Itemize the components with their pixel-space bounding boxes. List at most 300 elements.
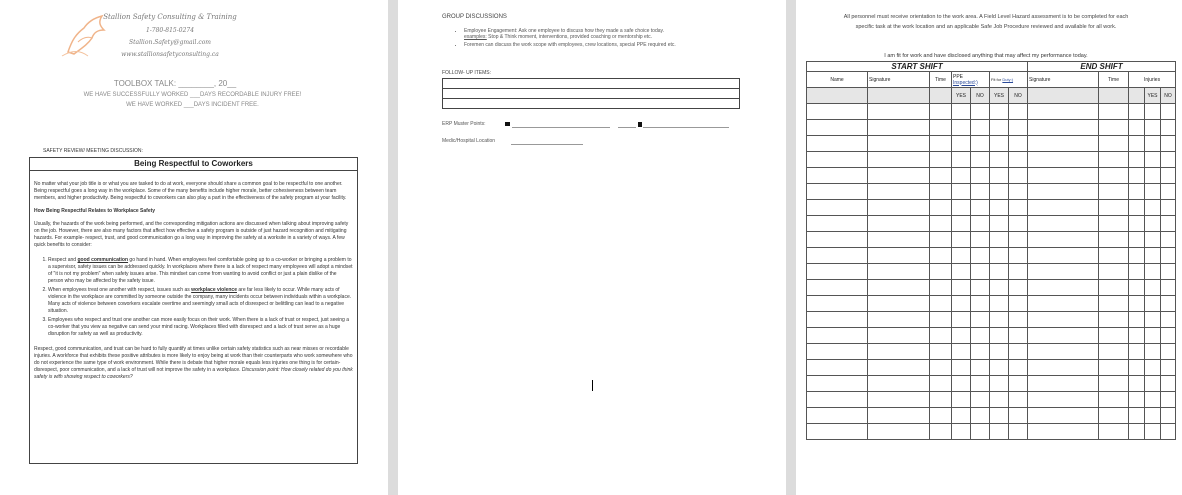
table-cell[interactable] <box>1129 312 1145 328</box>
table-cell[interactable] <box>1009 296 1028 312</box>
table-cell[interactable] <box>1009 168 1028 184</box>
table-cell[interactable] <box>1009 184 1028 200</box>
table-cell[interactable] <box>1099 168 1129 184</box>
table-cell[interactable] <box>1145 136 1161 152</box>
table-cell[interactable] <box>952 136 971 152</box>
table-cell[interactable] <box>1129 120 1145 136</box>
table-cell[interactable] <box>1129 136 1145 152</box>
table-cell[interactable] <box>1161 424 1176 440</box>
good-communication-link[interactable]: good communication <box>77 257 129 263</box>
table-cell[interactable] <box>807 232 868 248</box>
table-cell[interactable] <box>971 408 990 424</box>
table-cell[interactable] <box>1028 216 1099 232</box>
table-cell[interactable] <box>952 408 971 424</box>
table-row <box>807 152 1176 168</box>
table-cell[interactable] <box>868 392 930 408</box>
table-cell[interactable] <box>971 200 990 216</box>
table-cell[interactable] <box>990 184 1009 200</box>
table-cell[interactable] <box>1145 184 1161 200</box>
table-cell[interactable] <box>1009 136 1028 152</box>
meeting-discussion-label: SAFETY REVIEW/ MEETING DISCUSSION: <box>43 148 143 154</box>
table-cell[interactable] <box>1161 216 1176 232</box>
table-cell[interactable] <box>1129 424 1145 440</box>
table-cell[interactable] <box>868 232 930 248</box>
table-cell[interactable] <box>807 392 868 408</box>
table-cell[interactable] <box>990 168 1009 184</box>
table-cell[interactable] <box>1161 232 1176 248</box>
page-2 <box>398 0 786 495</box>
table-cell[interactable] <box>1028 360 1099 376</box>
table-cell[interactable] <box>1161 328 1176 344</box>
table-cell[interactable] <box>1129 216 1145 232</box>
table-cell[interactable] <box>807 376 868 392</box>
table-cell[interactable] <box>1129 168 1145 184</box>
table-cell[interactable] <box>1161 120 1176 136</box>
table-cell[interactable] <box>1099 136 1129 152</box>
table-cell[interactable] <box>1129 408 1145 424</box>
table-cell[interactable] <box>952 296 971 312</box>
table-cell[interactable] <box>1161 152 1176 168</box>
table-cell[interactable] <box>868 328 930 344</box>
table-cell[interactable] <box>1009 120 1028 136</box>
table-cell[interactable] <box>930 248 952 264</box>
table-cell[interactable] <box>1161 200 1176 216</box>
table-cell[interactable] <box>1028 168 1099 184</box>
table-cell[interactable] <box>952 392 971 408</box>
table-cell[interactable] <box>1028 232 1099 248</box>
table-cell[interactable] <box>930 184 952 200</box>
table-cell[interactable] <box>1099 184 1129 200</box>
table-cell[interactable] <box>1009 264 1028 280</box>
table-cell[interactable] <box>1161 184 1176 200</box>
table-cell[interactable] <box>990 328 1009 344</box>
table-cell[interactable] <box>1028 120 1099 136</box>
days-injury-free: WE HAVE SUCCESSFULLY WORKED ___DAYS RECORDABLE INJURY FREE! <box>83 92 302 98</box>
table-cell[interactable] <box>930 408 952 424</box>
muster-point-1-field[interactable] <box>512 127 610 128</box>
article-subheading: How Being Respectful Relates to Workplace Safety <box>34 208 156 214</box>
table-cell[interactable] <box>990 136 1009 152</box>
table-cell[interactable] <box>930 376 952 392</box>
table-cell[interactable] <box>868 184 930 200</box>
table-row <box>807 312 1176 328</box>
table-cell[interactable] <box>1028 424 1099 440</box>
table-cell[interactable] <box>1099 408 1129 424</box>
table-cell[interactable] <box>971 344 990 360</box>
table-cell[interactable] <box>1145 360 1161 376</box>
group-discussions-title: GROUP DISCUSSIONS <box>442 14 507 20</box>
table-cell[interactable] <box>1009 152 1028 168</box>
table-cell[interactable] <box>930 120 952 136</box>
table-cell[interactable] <box>1145 376 1161 392</box>
table-cell[interactable] <box>1028 184 1099 200</box>
table-cell[interactable] <box>1099 248 1129 264</box>
table-cell[interactable] <box>868 168 930 184</box>
col-ppe: PPE Inspected:) <box>952 72 990 88</box>
table-cell[interactable] <box>1028 280 1099 296</box>
table-cell[interactable] <box>952 104 971 120</box>
col-time: Time <box>930 72 952 88</box>
table-cell[interactable] <box>868 360 930 376</box>
table-cell[interactable] <box>930 344 952 360</box>
table-cell[interactable] <box>1145 344 1161 360</box>
table-cell[interactable] <box>971 312 990 328</box>
table-cell[interactable] <box>952 200 971 216</box>
table-cell[interactable] <box>930 392 952 408</box>
injuries-no: NO <box>1161 88 1176 104</box>
table-cell[interactable] <box>1099 216 1129 232</box>
table-cell[interactable] <box>868 248 930 264</box>
table-cell[interactable] <box>1099 280 1129 296</box>
table-cell[interactable] <box>1161 376 1176 392</box>
table-cell[interactable] <box>990 104 1009 120</box>
table-cell[interactable] <box>1129 344 1145 360</box>
table-row <box>807 136 1176 152</box>
table-cell[interactable] <box>1009 312 1028 328</box>
benefits-list <box>34 257 353 338</box>
table-cell[interactable] <box>1129 296 1145 312</box>
table-cell[interactable] <box>868 264 930 280</box>
table-cell[interactable] <box>868 136 930 152</box>
table-cell[interactable] <box>1099 392 1129 408</box>
table-cell[interactable] <box>1009 376 1028 392</box>
table-cell[interactable] <box>1009 328 1028 344</box>
table-cell[interactable] <box>807 280 868 296</box>
table-cell[interactable] <box>930 104 952 120</box>
medic-hospital-label: Medic/Hospital Location <box>442 138 496 144</box>
table-cell[interactable] <box>1145 408 1161 424</box>
table-cell[interactable] <box>1129 104 1145 120</box>
list-item: 2. When employees treat one another with respect, issues such as workplace violence are far less likely to occur. While many acts of violence in the workplace are committed by someone outside the company, many incidents occur between individuals within a workplace. Many acts of violence between coworkers escalate overtime and seemingly small acts of disrespect or belittling can lead to a negative situation. <box>48 287 353 315</box>
examples-link[interactable]: examples: <box>464 34 487 40</box>
table-cell[interactable] <box>868 280 930 296</box>
table-cell[interactable] <box>952 248 971 264</box>
table-cell[interactable] <box>1099 152 1129 168</box>
table-cell[interactable] <box>1161 344 1176 360</box>
table-cell[interactable] <box>1129 184 1145 200</box>
table-cell[interactable] <box>1145 248 1161 264</box>
table-cell[interactable] <box>1145 280 1161 296</box>
table-cell[interactable] <box>990 376 1009 392</box>
table-cell[interactable] <box>990 312 1009 328</box>
table-cell[interactable] <box>1145 296 1161 312</box>
sign-in-table <box>806 61 1176 440</box>
table-row <box>807 376 1176 392</box>
table-cell[interactable] <box>952 424 971 440</box>
table-cell[interactable] <box>1099 312 1129 328</box>
table-cell[interactable] <box>1099 200 1129 216</box>
table-cell[interactable] <box>971 264 990 280</box>
table-cell[interactable] <box>1028 248 1099 264</box>
table-row <box>807 104 1176 120</box>
table-cell[interactable] <box>952 328 971 344</box>
table-cell[interactable] <box>971 120 990 136</box>
table-cell[interactable] <box>1129 328 1145 344</box>
table-cell[interactable] <box>930 200 952 216</box>
table-cell[interactable] <box>1099 120 1129 136</box>
follow-up-label: FOLLOW- UP ITEMS: <box>442 70 491 76</box>
table-cell[interactable] <box>1145 392 1161 408</box>
table-cell[interactable] <box>1129 232 1145 248</box>
table-cell[interactable] <box>1028 312 1099 328</box>
article-paragraph-3: Respect, good communication, and trust can be hard to fully quantify at times unlike certain safety statistics such as near misses or recordable injuries. A workforce that exhibits these positive attributes is more likely to enjoy being at work than their counterparts who work somewhere who do not experience the same type of work environment. While there is debate that higher morale equals less injuries one thing is for certain- disrespect, poor communication, and a lack of trust will not improve the safety in a workplace. Discussion point: How closely related do you think safety is with showing respect to coworkers? <box>34 346 353 380</box>
table-cell[interactable] <box>1145 424 1161 440</box>
article-paragraph-2: Usually, the hazards of the work being performed, and the corresponding mitigation actions are discussed when talking about improving safety on the job. However, there are also many factors that affect how effective a safety program is outside of just hazard recognition and mitigating hazards. For example- respect, trust, and good communication go a long way in improving the safety at a worksite in a variety of ways. A few quick benefits to consider: <box>34 221 349 248</box>
table-cell[interactable] <box>1161 296 1176 312</box>
table-cell[interactable] <box>868 424 930 440</box>
table-cell[interactable] <box>971 296 990 312</box>
table-cell[interactable] <box>1129 200 1145 216</box>
table-cell[interactable] <box>971 376 990 392</box>
table-cell[interactable] <box>952 184 971 200</box>
table-cell[interactable] <box>990 408 1009 424</box>
medic-hospital-field[interactable] <box>511 144 583 145</box>
col-signature: Signature <box>868 72 930 88</box>
table-cell[interactable] <box>952 152 971 168</box>
table-cell[interactable] <box>1028 328 1099 344</box>
table-cell[interactable] <box>952 232 971 248</box>
table-cell[interactable] <box>930 216 952 232</box>
table-cell[interactable] <box>1145 232 1161 248</box>
table-cell[interactable] <box>990 280 1009 296</box>
table-cell[interactable] <box>807 264 868 280</box>
table-cell[interactable] <box>868 200 930 216</box>
table-cell[interactable] <box>807 344 868 360</box>
table-cell[interactable] <box>1129 360 1145 376</box>
table-cell[interactable] <box>971 232 990 248</box>
orientation-notice: All personnel must receive orientation to the work area. A Field Level Hazard assessment is to be completed for each specific task at the work location and an applicable Safe Job Procedure reviewed and available for all work. <box>843 14 1129 30</box>
table-cell[interactable] <box>952 168 971 184</box>
table-cell[interactable] <box>1028 376 1099 392</box>
table-cell[interactable] <box>1028 152 1099 168</box>
table-cell[interactable] <box>1161 264 1176 280</box>
table-cell[interactable] <box>1028 136 1099 152</box>
table-cell[interactable] <box>1099 376 1129 392</box>
table-row <box>807 280 1176 296</box>
table-cell[interactable] <box>868 312 930 328</box>
table-cell[interactable] <box>868 296 930 312</box>
table-cell[interactable] <box>930 152 952 168</box>
table-cell[interactable] <box>990 360 1009 376</box>
table-row <box>807 120 1176 136</box>
table-cell[interactable] <box>1099 104 1129 120</box>
table-cell[interactable] <box>930 264 952 280</box>
table-cell[interactable] <box>930 136 952 152</box>
discussion-point: Discussion point: How closely related do you think safety is with showing respect to coworkers? <box>34 367 353 380</box>
table-cell[interactable] <box>1129 376 1145 392</box>
table-cell[interactable] <box>1161 136 1176 152</box>
follow-up-box[interactable] <box>442 78 740 109</box>
table-cell[interactable] <box>971 248 990 264</box>
table-cell[interactable] <box>971 152 990 168</box>
table-cell[interactable] <box>971 184 990 200</box>
table-cell[interactable] <box>1009 280 1028 296</box>
fit-for-work-statement: I am fit for work and have disclosed anything that may affect my performance today. <box>884 53 1088 59</box>
table-cell[interactable] <box>868 216 930 232</box>
table-cell[interactable] <box>807 168 868 184</box>
table-cell[interactable] <box>1145 104 1161 120</box>
table-cell[interactable] <box>1028 392 1099 408</box>
table-cell[interactable] <box>1145 328 1161 344</box>
table-cell[interactable] <box>1161 360 1176 376</box>
table-cell[interactable] <box>807 296 868 312</box>
table-cell[interactable] <box>807 360 868 376</box>
table-cell[interactable] <box>1145 200 1161 216</box>
table-cell[interactable] <box>1009 344 1028 360</box>
table-cell[interactable] <box>807 216 868 232</box>
table-cell[interactable] <box>807 424 868 440</box>
table-cell[interactable] <box>1028 264 1099 280</box>
table-cell[interactable] <box>1145 312 1161 328</box>
table-cell[interactable] <box>990 264 1009 280</box>
table-cell[interactable] <box>952 344 971 360</box>
table-cell[interactable] <box>930 280 952 296</box>
table-cell[interactable] <box>1161 392 1176 408</box>
ppe-yes: YES <box>952 88 971 104</box>
muster-point-2-field[interactable] <box>643 127 729 128</box>
table-cell[interactable] <box>868 344 930 360</box>
muster-point-2-prefix-field[interactable] <box>618 127 636 128</box>
page-3 <box>796 0 1182 495</box>
table-cell[interactable] <box>990 216 1009 232</box>
table-cell[interactable] <box>807 120 868 136</box>
table-cell[interactable] <box>930 424 952 440</box>
table-cell[interactable] <box>990 200 1009 216</box>
table-cell[interactable] <box>930 312 952 328</box>
table-cell[interactable] <box>990 424 1009 440</box>
table-row <box>807 264 1176 280</box>
table-row <box>807 344 1176 360</box>
table-cell[interactable] <box>1099 232 1129 248</box>
table-cell[interactable] <box>1145 168 1161 184</box>
workplace-violence-link[interactable]: workplace violence <box>191 287 237 293</box>
table-cell[interactable] <box>1009 392 1028 408</box>
table-cell[interactable] <box>952 216 971 232</box>
table-cell[interactable] <box>952 312 971 328</box>
table-cell[interactable] <box>1099 328 1129 344</box>
list-item: • Employee Engagement: Ask one employee to discuss how they made a safe choice today. examples: Stop & Think moment, interventions, provided coaching or mentorship etc. <box>464 28 754 40</box>
table-cell[interactable] <box>990 248 1009 264</box>
table-cell[interactable] <box>971 392 990 408</box>
col-fit-for-duty: Fit for Duty:) <box>990 72 1028 88</box>
table-cell[interactable] <box>1145 216 1161 232</box>
table-cell[interactable] <box>1028 344 1099 360</box>
table-cell[interactable] <box>1129 392 1145 408</box>
table-cell[interactable] <box>1028 200 1099 216</box>
table-cell[interactable] <box>868 408 930 424</box>
table-cell[interactable] <box>952 120 971 136</box>
table-cell[interactable] <box>1099 264 1129 280</box>
table-cell[interactable] <box>1009 360 1028 376</box>
table-cell[interactable] <box>930 360 952 376</box>
table-cell[interactable] <box>1161 408 1176 424</box>
table-cell[interactable] <box>1009 104 1028 120</box>
table-cell[interactable] <box>807 184 868 200</box>
table-cell[interactable] <box>971 216 990 232</box>
table-cell[interactable] <box>1129 264 1145 280</box>
table-cell[interactable] <box>1099 344 1129 360</box>
table-cell[interactable] <box>1161 312 1176 328</box>
toolbox-talk-line: TOOLBOX TALK: ________, 20__ <box>113 79 237 88</box>
muster-marker-icon <box>505 122 510 126</box>
table-cell[interactable] <box>807 136 868 152</box>
table-cell[interactable] <box>952 360 971 376</box>
table-cell[interactable] <box>1129 248 1145 264</box>
table-cell[interactable] <box>807 200 868 216</box>
list-item: 1. Respect and good communication go hand in hand. When employees feel comfortable going up to a co-worker or bringing a problem to a supervisor, safety issues can be addressed quickly. In workplaces where there is a lack of respect many employees will adopt a mindset of "it is not my problem" when safety issues arise. This mindset can come from wanting to avoid conflict or just a plain dislike of the person who may be affected by the safety issue. <box>48 257 353 285</box>
article-box <box>29 157 358 464</box>
table-cell[interactable] <box>952 376 971 392</box>
table-cell[interactable] <box>1028 408 1099 424</box>
table-cell[interactable] <box>1009 232 1028 248</box>
table-cell[interactable] <box>868 120 930 136</box>
table-cell[interactable] <box>1028 296 1099 312</box>
col-time-2: Time <box>1099 72 1129 88</box>
list-item: • Foremen can discuss the work scope with employees, crew locations, special PPE required etc. <box>464 42 754 48</box>
table-cell[interactable] <box>990 344 1009 360</box>
table-cell[interactable] <box>952 264 971 280</box>
table-cell[interactable] <box>1009 200 1028 216</box>
table-cell[interactable] <box>1028 104 1099 120</box>
table-cell[interactable] <box>1099 296 1129 312</box>
table-cell[interactable] <box>930 168 952 184</box>
table-cell[interactable] <box>807 328 868 344</box>
table-cell[interactable] <box>1161 104 1176 120</box>
table-cell[interactable] <box>868 152 930 168</box>
table-cell[interactable] <box>990 120 1009 136</box>
table-cell[interactable] <box>1161 168 1176 184</box>
table-cell[interactable] <box>1009 216 1028 232</box>
table-cell[interactable] <box>807 104 868 120</box>
table-cell[interactable] <box>1099 360 1129 376</box>
table-cell[interactable] <box>971 360 990 376</box>
table-cell[interactable] <box>807 248 868 264</box>
table-row <box>807 168 1176 184</box>
table-cell[interactable] <box>1099 424 1129 440</box>
table-cell[interactable] <box>1161 248 1176 264</box>
table-cell[interactable] <box>971 424 990 440</box>
table-cell[interactable] <box>1009 424 1028 440</box>
table-cell[interactable] <box>952 280 971 296</box>
table-cell[interactable] <box>868 104 930 120</box>
table-cell[interactable] <box>990 392 1009 408</box>
table-cell[interactable] <box>1145 152 1161 168</box>
table-cell[interactable] <box>930 232 952 248</box>
list-item: 3. Employees who respect and trust one another can more easily focus on their work. When there is a lack of trust or respect, just seeing a co-worker that you view as negative can send your mind racing. Workplaces filled with disrespect and a lack of trust serve as a huge disruption for safety as well as productivity. <box>48 317 353 338</box>
table-cell[interactable] <box>930 296 952 312</box>
table-cell[interactable] <box>1129 280 1145 296</box>
table-cell[interactable] <box>971 328 990 344</box>
table-cell[interactable] <box>930 328 952 344</box>
table-cell[interactable] <box>990 296 1009 312</box>
table-cell[interactable] <box>971 136 990 152</box>
table-cell[interactable] <box>1009 408 1028 424</box>
table-cell[interactable] <box>1009 248 1028 264</box>
table-cell[interactable] <box>990 152 1009 168</box>
table-cell[interactable] <box>868 376 930 392</box>
table-cell[interactable] <box>971 280 990 296</box>
table-cell[interactable] <box>971 104 990 120</box>
table-cell[interactable] <box>990 232 1009 248</box>
table-cell[interactable] <box>807 152 868 168</box>
table-cell[interactable] <box>1129 152 1145 168</box>
table-cell[interactable] <box>971 168 990 184</box>
table-cell[interactable] <box>807 312 868 328</box>
table-cell[interactable] <box>1145 264 1161 280</box>
table-cell[interactable] <box>807 408 868 424</box>
table-cell[interactable] <box>1161 280 1176 296</box>
table-cell[interactable] <box>1145 120 1161 136</box>
